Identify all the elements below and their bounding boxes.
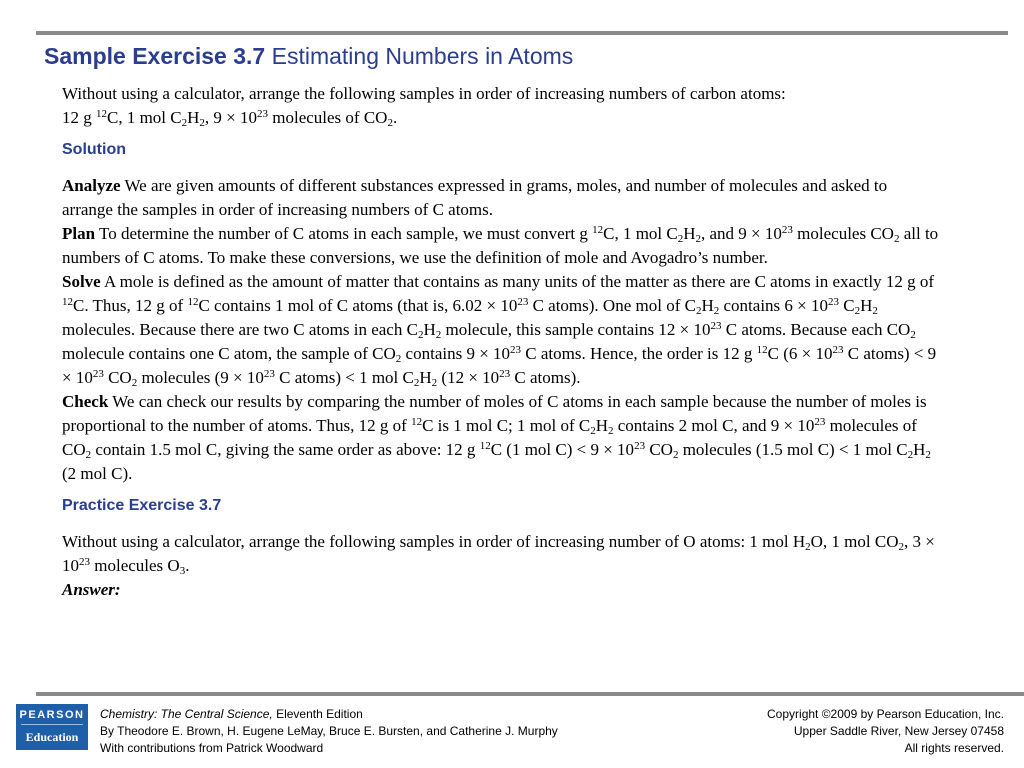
bottom-divider — [36, 692, 1024, 696]
book-title: Chemistry: The Central Science, — [100, 707, 273, 721]
footer-copyright — [767, 706, 1004, 757]
top-divider — [36, 31, 1008, 35]
slide-content — [62, 82, 942, 602]
publisher-address: Upper Saddle River, New Jersey 07458 — [793, 724, 1004, 738]
answer-label: Answer: — [62, 580, 121, 599]
pearson-education-logo: PEARSON Education — [16, 704, 88, 750]
book-authors: By Theodore E. Brown, H. Eugene LeMay, Bruce E. Bursten, and Catherine J. Murphy — [100, 724, 558, 738]
title-topic: Estimating Numbers in Atoms — [271, 43, 574, 69]
analyze-label: Analyze — [62, 176, 121, 195]
slide-title — [44, 41, 573, 71]
solve-paragraph: Solve A mole is defined as the amount of matter that contains as many units of the matter as there are C atoms in exactly 12 g of $^{12}$C. Thus, 12 g of $^{12}$C contains 1 mol of C atoms (that is, $6.02 \times 10^{23}$ C atoms). One mol of $C_2H_2$ contains $6 \times 10^{23}$ $C_2H_2$ molecules. Because there are two C atoms in each $C_2H_2$ molecule, this sample contains $12 \times 10^{23}$ C atoms. Because each $CO_2$ molecule contains one C atom, the sample of $CO_2$ contains $9 \times 10^{23}$ C atoms. Hence, the order is 12 g $^{12}$C ($6 \times 10^{23}$ C atoms) < $9 \times 10^{23}$ $CO_2$ molecules ($9 \times 10^{23}$ C atoms) < 1 mol $C_2H_2$ ($12 \times 10^{23}$ C atoms). — [62, 272, 937, 389]
practice-heading: Practice Exercise 3.7 — [62, 497, 222, 514]
check-label: Check — [62, 392, 109, 411]
plan-label: Plan — [62, 224, 96, 243]
book-contributions: With contributions from Patrick Woodward — [100, 741, 324, 755]
check-paragraph: Check We can check our results by comparing the number of moles of C atoms in each sample because the number of moles is proportional to the number of atoms. Thus, 12 g of $^{12}$C is 1 mol C; 1 mol of $C_2H_2$ contains 2 mol C, and $9 \times 10^{23}$ molecules of $CO_2$ contain 1.5 mol C, giving the same order as above: 12 g $^{12}$C (1 mol $C) < 9 \times 10^{23}$ $CO_2$ molecules (1.5 mol C) < 1 mol $C_2H_2$ (2 mol C). — [62, 392, 931, 483]
analyze-paragraph — [62, 174, 942, 222]
title-exercise-number: Sample Exercise 3.7 — [44, 43, 266, 69]
solution-heading: Solution — [62, 141, 126, 158]
analyze-text: We are given amounts of different substances expressed in grams, moles, and number of molecules and asked to arrange the samples in order of increasing numbers of C atoms. — [62, 176, 888, 219]
plan-paragraph: Plan To determine the number of C atoms in each sample, we must convert g $^{12}$C, 1 mol $C_2H_2$, and $9 \times 10^{23}$ molecules $CO_2$ all to numbers of C atoms. To make these conversions, we use the definition of mole and Avogadro’s number. — [62, 224, 939, 267]
book-edition: Eleventh Edition — [272, 707, 363, 721]
copyright-line: Copyright ©2009 by Pearson Education, Inc. — [767, 707, 1004, 721]
solve-label: Solve — [62, 272, 101, 291]
problem-statement: Without using a calculator, arrange the following samples in order of increasing numbers of carbon atoms: 12 g $^{12}$C, 1 mol $C_2H_2$, $9 \times 10^{23}$ molecules of $CO_2$. — [62, 84, 786, 129]
rights-line: All rights reserved. — [904, 741, 1004, 755]
footer-book-info — [100, 706, 558, 757]
practice-statement: Without using a calculator, arrange the following samples in order of increasing number of O atoms: 1 mol $H_2O$, 1 mol $CO_2$, $3 \times 10^{23}$ molecules $O_3$. — [62, 532, 935, 577]
